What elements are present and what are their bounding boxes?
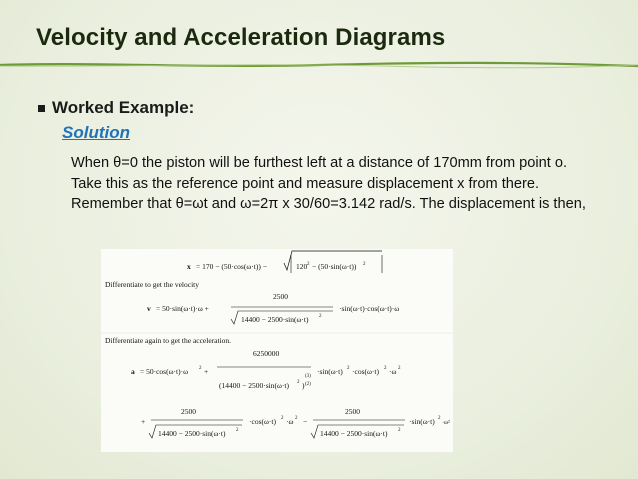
solution-paragraph: When θ=0 the piston will be furthest left at a distance of 170mm from point o. Take this as the reference point and measure displacement x from there. Remember that θ=ωt and ω=2π x 30/60=3.142 rad/s. The displacement is then,: [71, 155, 586, 212]
svg-text:(2): (2): [305, 382, 311, 387]
svg-text:2500: 2500: [273, 292, 288, 301]
svg-text:(3): (3): [305, 374, 311, 379]
svg-text:2: 2: [236, 428, 239, 433]
svg-text:x: x: [187, 262, 191, 271]
bullet-label: Worked Example:: [52, 98, 195, 117]
svg-text:): ): [302, 381, 305, 390]
svg-text:14400 − 2500·sin(ω·t): 14400 − 2500·sin(ω·t): [241, 315, 309, 324]
velocity-equation: [147, 292, 399, 324]
slide-title: Velocity and Acceleration Diagrams: [36, 24, 446, 51]
svg-text:2: 2: [438, 416, 441, 421]
acceleration-equation-line2: [141, 407, 450, 438]
svg-text:·sin(ω·t): ·sin(ω·t): [317, 367, 343, 376]
svg-text:14400 − 2500·sin(ω·t): 14400 − 2500·sin(ω·t): [320, 429, 388, 438]
svg-text:+: +: [141, 417, 146, 426]
svg-text:2500: 2500: [345, 407, 360, 416]
svg-text:2: 2: [297, 380, 300, 385]
svg-text:+: +: [204, 367, 209, 376]
svg-text:6250000: 6250000: [253, 349, 280, 358]
svg-text:2: 2: [363, 262, 366, 267]
displacement-equation: [187, 251, 382, 273]
svg-text:·ω²: ·ω²: [442, 420, 450, 426]
svg-text:2500: 2500: [181, 407, 196, 416]
svg-text:·cos(ω·t): ·cos(ω·t): [249, 417, 277, 426]
svg-text:·ω: ·ω: [389, 367, 397, 376]
bullet-worked-example: [38, 98, 194, 118]
svg-text:= 170 − (50·cos(ω·t)) −: = 170 − (50·cos(ω·t)) −: [196, 262, 267, 271]
svg-text:2: 2: [281, 416, 284, 421]
square-bullet-icon: [38, 105, 45, 112]
svg-text:2: 2: [384, 366, 387, 371]
svg-text:−: −: [303, 417, 308, 426]
svg-text:2: 2: [347, 366, 350, 371]
svg-text:− (50·sin(ω·t)): − (50·sin(ω·t)): [312, 262, 357, 271]
svg-text:14400 − 2500·sin(ω·t): 14400 − 2500·sin(ω·t): [158, 429, 226, 438]
equation-image: [101, 249, 453, 452]
svg-text:2: 2: [307, 262, 310, 267]
svg-text:= 50·sin(ω·t)·ω +: = 50·sin(ω·t)·ω +: [156, 304, 209, 313]
solution-heading: Solution: [62, 123, 130, 142]
svg-text:2: 2: [199, 366, 202, 371]
equation-graphic: [101, 249, 453, 452]
svg-text:2: 2: [398, 366, 401, 371]
svg-text:v: v: [147, 304, 151, 313]
svg-text:·sin(ω·t): ·sin(ω·t): [409, 417, 435, 426]
svg-text:2: 2: [398, 428, 401, 433]
svg-text:·sin(ω·t)·cos(ω·t)·ω: ·sin(ω·t)·cos(ω·t)·ω: [339, 304, 400, 313]
acceleration-equation-line1: [131, 349, 401, 390]
svg-text:2: 2: [319, 314, 322, 319]
title-underline: [0, 58, 638, 72]
svg-text:·cos(ω·t): ·cos(ω·t): [352, 367, 380, 376]
svg-text:= 50·cos(ω·t)·ω: = 50·cos(ω·t)·ω: [140, 367, 189, 376]
svg-text:2: 2: [295, 416, 298, 421]
svg-text:(14400 − 2500·sin(ω·t): (14400 − 2500·sin(ω·t): [219, 381, 289, 390]
svg-text:·ω: ·ω: [286, 417, 294, 426]
svg-text:a: a: [131, 367, 135, 376]
svg-text:120: 120: [296, 262, 308, 271]
velocity-label: Differentiate to get the velocity: [105, 280, 199, 289]
acceleration-label: Differentiate again to get the acceleration.: [105, 336, 232, 345]
